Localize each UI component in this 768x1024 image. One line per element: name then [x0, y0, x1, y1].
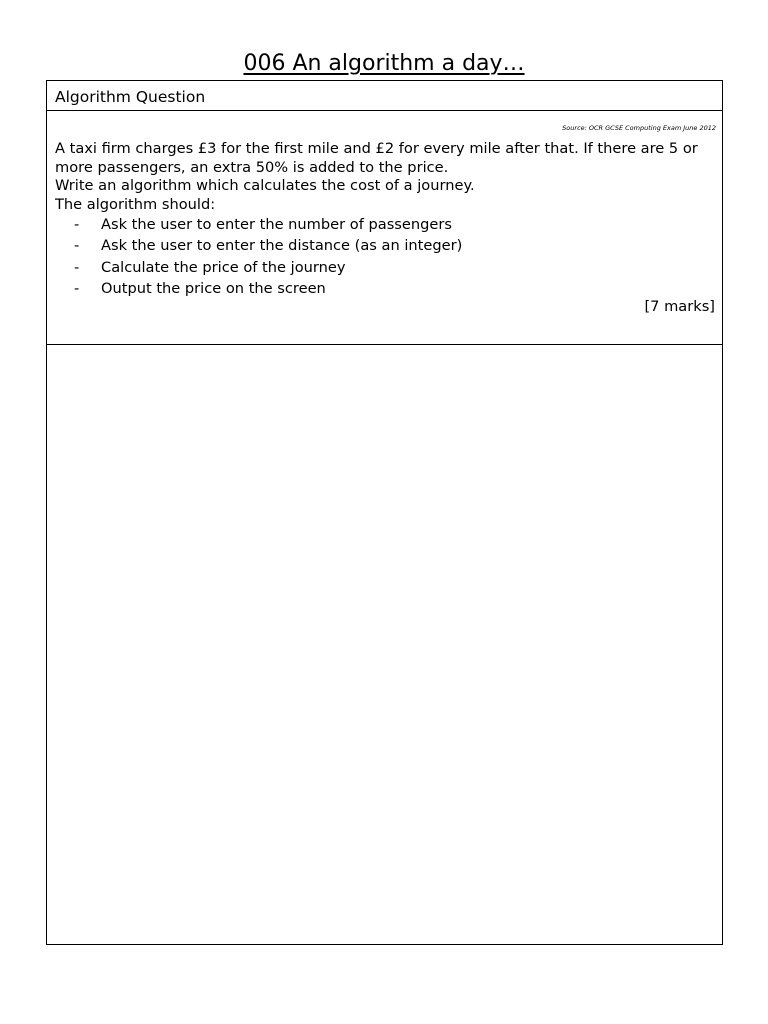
question-paragraph: A taxi firm charges £3 for the first mile and £2 for every mile after that. If there are 5 or more passengers, an extra 50% is added to the price. [55, 140, 698, 176]
requirements-intro: The algorithm should: [55, 195, 216, 213]
list-item-text: Output the price on the screen [101, 279, 326, 297]
section-title: Algorithm Question [55, 88, 206, 106]
bullet-dash: - [74, 258, 80, 276]
worksheet-table [46, 80, 723, 945]
page-title: 006 An algorithm a day… [243, 51, 525, 76]
list-item [55, 259, 715, 280]
bullet-dash: - [74, 216, 80, 233]
question-cell [47, 111, 722, 345]
list-item [55, 280, 715, 301]
list-item-text: Calculate the price of the journey [101, 258, 346, 276]
marks-label: [7 marks] [644, 298, 715, 315]
source-note: Source: OCR GCSE Computing Exam June 2012 [562, 124, 716, 132]
list-item-text: Ask the user to enter the number of passengers [101, 216, 452, 233]
bullet-dash: - [74, 279, 80, 297]
question-instruction: Write an algorithm which calculates the cost of a journey. [55, 177, 475, 194]
requirements-list [55, 216, 715, 301]
list-item-text: Ask the user to enter the distance (as an integer) [101, 237, 463, 255]
question-text [55, 140, 715, 301]
list-item [55, 237, 715, 258]
list-item [55, 216, 715, 237]
bullet-dash: - [74, 237, 80, 255]
answer-area[interactable] [47, 345, 722, 944]
section-header [47, 81, 722, 111]
